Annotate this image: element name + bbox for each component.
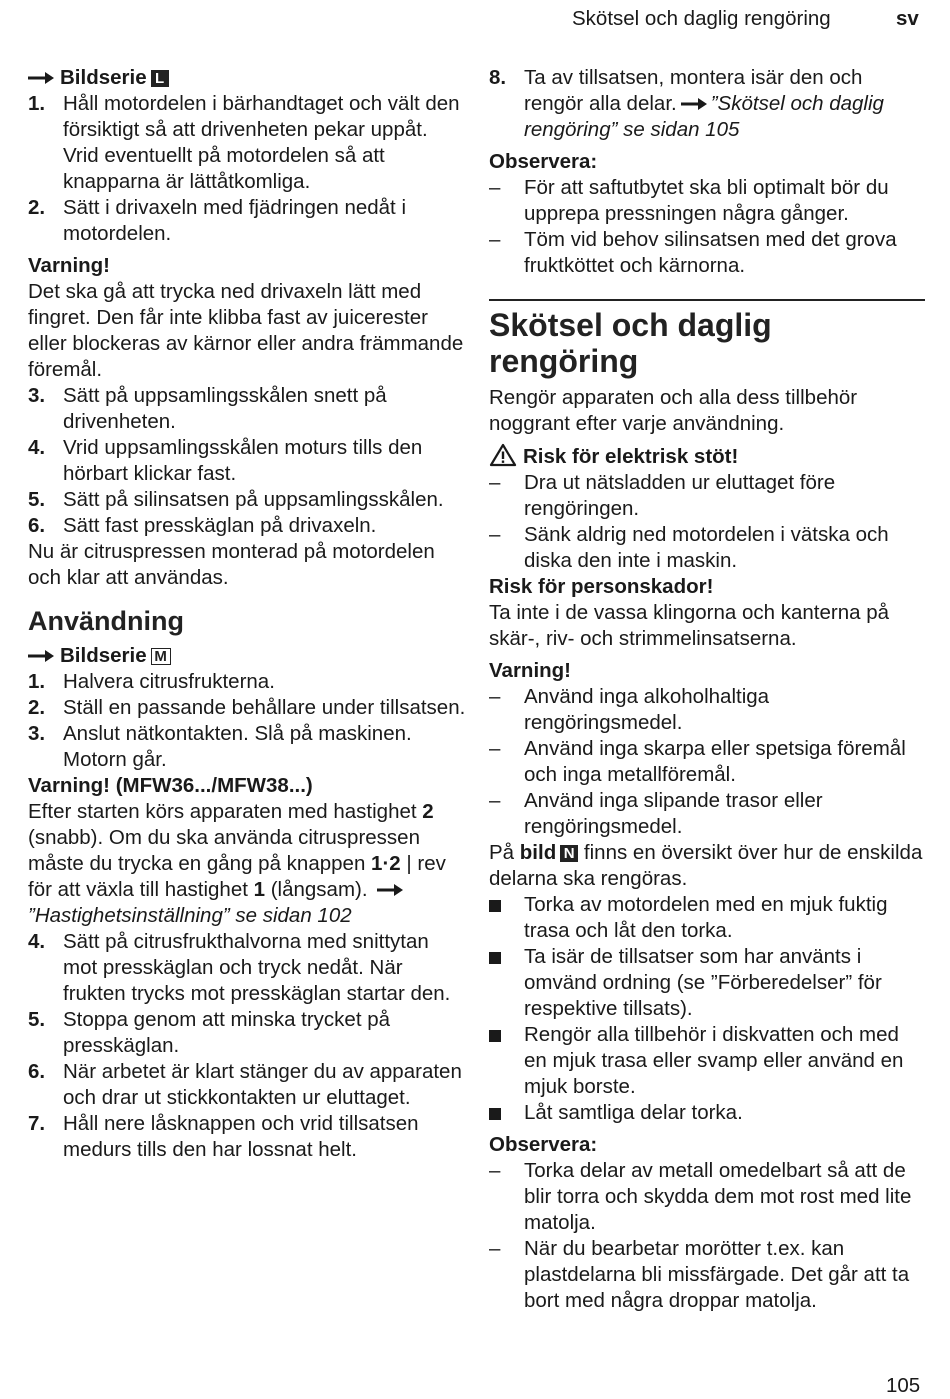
section-heading: Skötsel och daglig rengöring (489, 307, 772, 379)
dash-marker: – (489, 176, 501, 199)
dash-marker: – (489, 789, 501, 812)
step-text: Vrid uppsamlingsskålen moturs tills den hörbart klickar fast. (63, 436, 423, 485)
ready-text: Nu är citruspressen monterad på motordelen och klar att användas. (28, 540, 435, 589)
risk-electric-title: Risk för elektrisk stöt! (489, 443, 925, 470)
step-number: 1. (28, 92, 46, 115)
dash-marker: – (489, 228, 501, 251)
list-item: – Använd inga skarpa eller spetsiga föremål och inga metallföremål. (489, 737, 906, 786)
list-item: Ta isär de tillsatser som har använts i omvänd ordning (se ”Förberedelser” för respektive tillsats). (489, 944, 925, 1022)
list-item (28, 1059, 468, 1111)
step-text: Sätt i drivaxeln med fjädringen nedåt i motordelen. (63, 196, 407, 245)
step-number: 6. (28, 514, 46, 537)
note-title: Observera: (489, 150, 598, 173)
list-item: – Dra ut nätsladden ur eluttaget före rengöringen. (489, 471, 836, 520)
page-header (0, 6, 950, 36)
list-item (28, 695, 468, 721)
list-item (28, 195, 468, 247)
dash-marker: – (489, 685, 501, 708)
note-title: Observera: (489, 1133, 598, 1156)
list-item: Torka av motordelen med en mjuk fuktig trasa och låt den torka. (489, 892, 925, 944)
list-item (28, 487, 468, 513)
risk-injury-text: Ta inte i de vassa klingorna och kanterna på skär-, riv- och strimmelinsatserna. (489, 601, 890, 650)
dash-marker: – (489, 471, 501, 494)
list-item: – För att saftutbytet ska bli optimalt bör du upprepa pressningen några gånger. (489, 176, 889, 225)
arrow-right-icon (28, 649, 54, 663)
step-text: Håll motordelen i bärhandtaget och vält den försiktigt så att drivenheten pekar uppåt. Vrid eventuellt på motordelen så att knapparna är lättåtkomliga. (63, 92, 460, 193)
arrow-right-icon (681, 97, 707, 111)
step-number: 7. (28, 1112, 46, 1135)
step-text: Sätt på citrusfrukthalvorna med snittytan mot presskäglan och tryck nedåt. När frukten trycks mot presskäglan startar den. (63, 930, 451, 1005)
step-number: 3. (28, 722, 46, 745)
warning-title: Varning! (28, 254, 111, 277)
square-bullet-icon (489, 952, 501, 964)
step-number: 2. (28, 696, 46, 719)
series-label: Bildserie (60, 66, 147, 89)
intro-text: Rengör apparaten och alla dess tillbehör noggrant efter varje användning. (489, 386, 858, 435)
list-item (28, 91, 468, 195)
step-number: 8. (489, 66, 507, 89)
list-item: – Använd inga slipande trasor eller rengöringsmedel. (489, 789, 823, 838)
step-number: 6. (28, 1060, 46, 1083)
overview-text: På bild N finns en översikt över hur de enskilda delarna ska rengöras. (489, 841, 923, 890)
step-text: Anslut nätkontakten. Slå på maskinen. Motorn går. (63, 722, 412, 771)
dash-marker: – (489, 737, 501, 760)
list-item: – När du bearbetar morötter t.ex. kan plastdelarna bli missfärgade. Det går att ta bort med några droppar matolja. (489, 1237, 910, 1312)
warning-title: Varning! (489, 659, 572, 682)
list-item: Låt samtliga delar torka. (489, 1100, 925, 1126)
step-number: 4. (28, 436, 46, 459)
list-item (28, 669, 468, 695)
header-language: sv (896, 7, 919, 30)
step-text: Ställ en passande behållare under tillsatsen. (63, 696, 466, 719)
series-label: Bildserie (60, 644, 147, 667)
list-item (28, 513, 468, 539)
square-bullet-icon (489, 1108, 501, 1120)
warning-title: Varning! (MFW36.../MFW38...) (28, 774, 313, 797)
cleaning-bullets (489, 892, 925, 1126)
list-item (28, 435, 468, 487)
right-column (489, 65, 925, 1314)
square-bullet-icon (489, 1030, 501, 1042)
list-item: – Töm vid behov silinsatsen med det grova fruktköttet och kärnorna. (489, 228, 897, 277)
usage-heading: Användning (28, 606, 184, 636)
cross-reference-link[interactable]: ”Hastighetsinställning” se sidan 102 (28, 904, 352, 927)
series-m-ref (28, 643, 468, 669)
step-number: 1. (28, 670, 46, 693)
list-item: – Sänk aldrig ned motordelen i vätska och diska den inte i maskin. (489, 523, 889, 572)
step-text: Sätt på silinsatsen på uppsamlingsskålen. (63, 488, 444, 511)
step-number: 3. (28, 384, 46, 407)
step-text: Sätt på uppsamlingsskålen snett på drivenheten. (63, 384, 387, 433)
square-bullet-icon (489, 900, 501, 912)
list-item (489, 65, 925, 143)
arrow-right-icon (28, 71, 54, 85)
warning-text: Det ska gå att trycka ned drivaxeln lätt med fingret. Den får inte klibba fast av juicerester eller blockeras av kärnor eller andra främmande föremål. (28, 280, 464, 381)
step-text: Ta av tillsatsen, montera isär den och rengör alla delar. (524, 66, 863, 115)
header-title: Skötsel och daglig rengöring (572, 7, 831, 30)
dash-marker: – (489, 1237, 501, 1260)
step-text: När arbetet är klart stänger du av apparaten och drar ut stickkontakten ur eluttaget. (63, 1060, 462, 1109)
assembly-steps-b (28, 383, 468, 539)
risk-injury-title: Risk för personskador! (489, 575, 714, 598)
step-number: 4. (28, 930, 46, 953)
step-text: Håll nere låsknappen och vrid tillsatsen medurs tills den har lossnat helt. (63, 1112, 419, 1161)
step-text: Stoppa genom att minska trycket på presskäglan. (63, 1008, 391, 1057)
page-number: 105 (886, 1374, 921, 1397)
list-item (28, 383, 468, 435)
left-column (28, 65, 468, 1163)
figure-badge: M (151, 648, 171, 665)
step-number: 5. (28, 1008, 46, 1031)
assembly-steps-a (28, 91, 468, 247)
list-item: Rengör alla tillbehör i diskvatten och med en mjuk trasa eller svamp eller använd en mjuk borste. (489, 1022, 925, 1100)
step-text: Halvera citrusfrukterna. (63, 670, 275, 693)
list-item (28, 1007, 468, 1059)
warning-triangle-icon (489, 443, 517, 467)
list-item (28, 929, 468, 1007)
list-item (28, 1111, 468, 1163)
figure-badge: L (151, 70, 169, 87)
section-divider (489, 299, 925, 301)
usage-steps-a (28, 669, 468, 773)
step-number: 2. (28, 196, 46, 219)
cross-reference-link[interactable]: ”Skötsel och daglig rengöring” se sidan 105 (524, 92, 884, 141)
list-item: – Använd inga alkoholhaltiga rengöringsmedel. (489, 685, 770, 734)
figure-badge: N (560, 845, 578, 862)
dash-marker: – (489, 1159, 501, 1182)
step-text: Sätt fast presskäglan på drivaxeln. (63, 514, 377, 537)
step-number: 5. (28, 488, 46, 511)
arrow-right-icon (377, 883, 403, 897)
speed-warning-text: Efter starten körs apparaten med hastighet 2 (snabb). Om du ska använda citruspressen måste du trycka en gång på knappen 1·2 | rev för att växla till hastighet 1 (långsam). ”Hastighetsinställning” se sidan 102 (28, 800, 446, 927)
dash-marker: – (489, 523, 501, 546)
usage-steps-b (28, 929, 468, 1163)
series-l-ref (28, 65, 468, 91)
list-item: – Torka delar av metall omedelbart så att de blir torra och skydda dem mot rost med lite matolja. (489, 1159, 912, 1234)
list-item (28, 721, 468, 773)
